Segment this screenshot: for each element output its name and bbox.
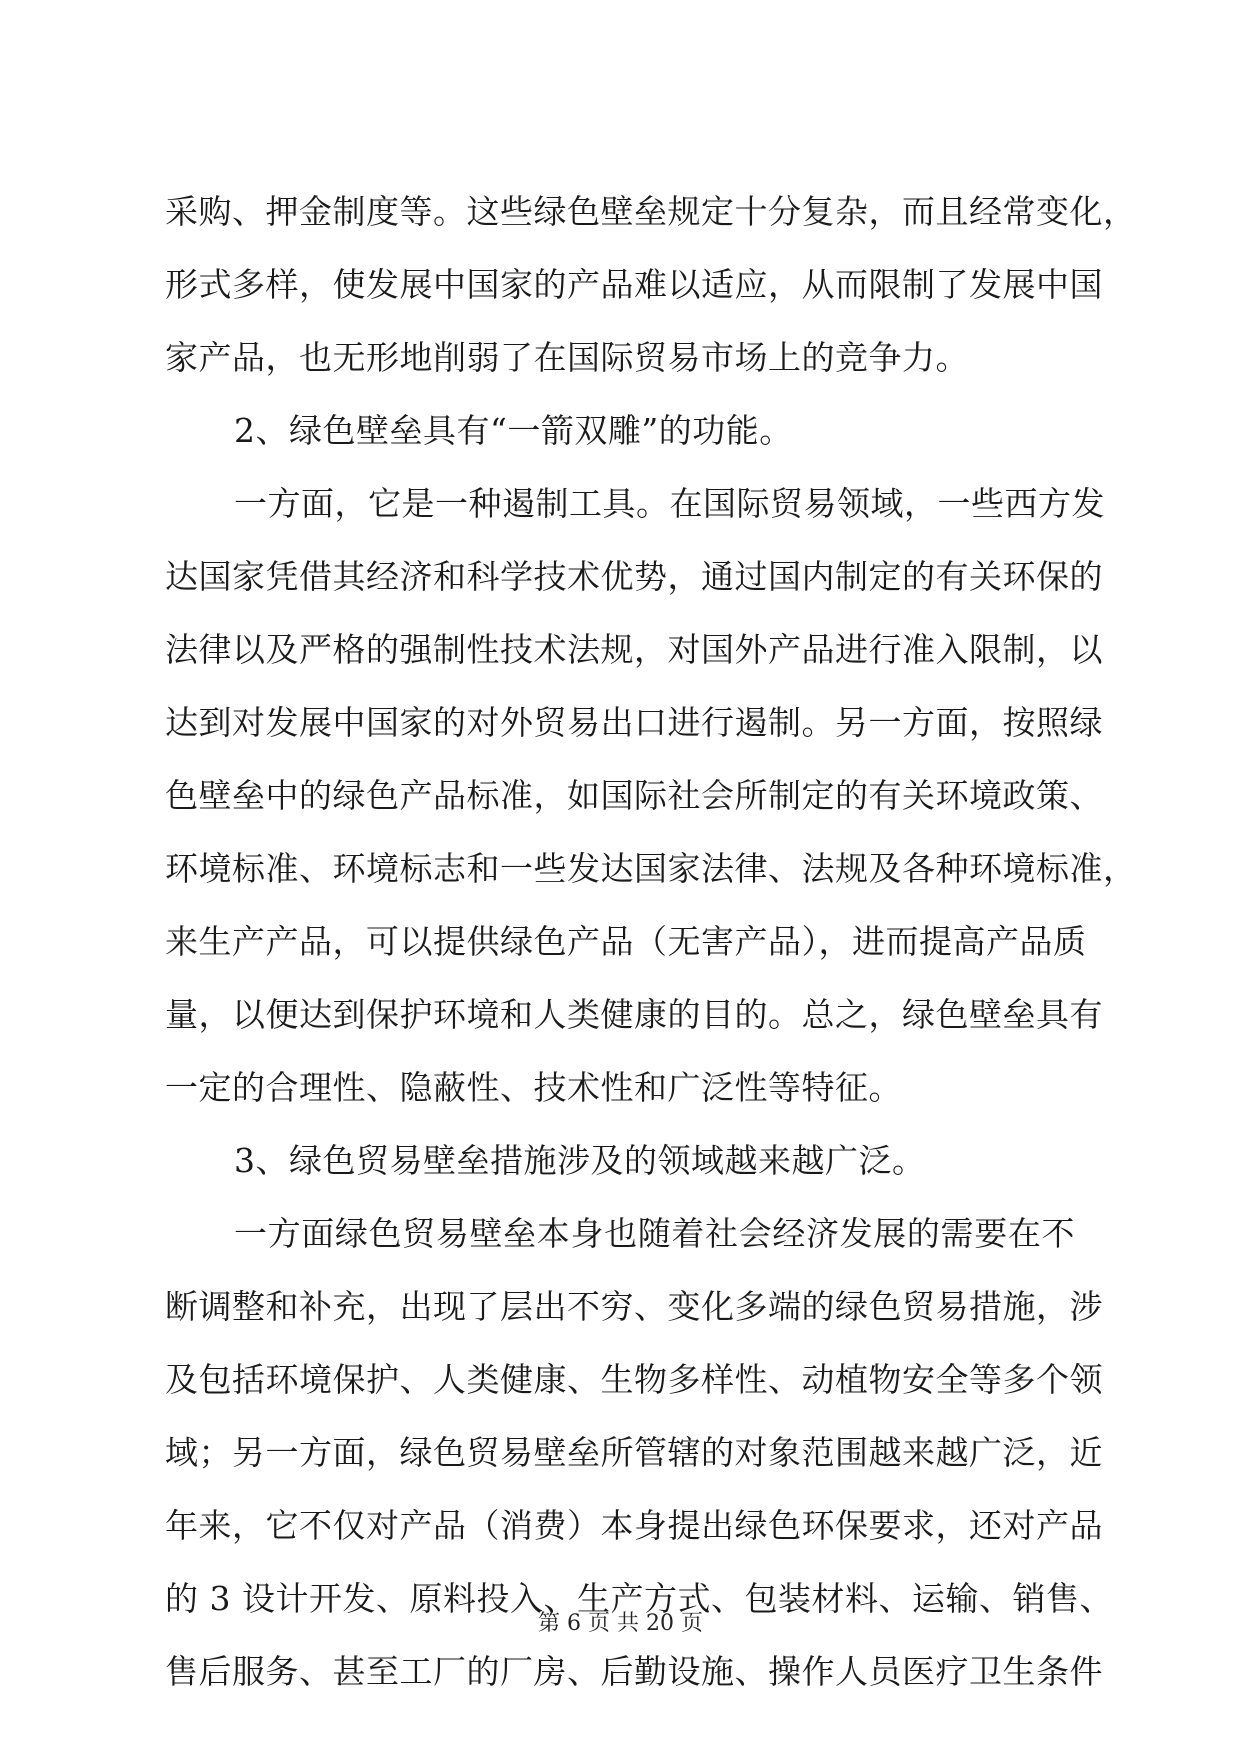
- section-heading: 3、绿色贸易壁垒措施涉及的领域越来越广泛。: [234, 1141, 926, 1180]
- text-line: 家产品，也无形地削弱了在国际贸易市场上的竞争力。: [165, 338, 969, 377]
- text-line: 量，以便达到保护环境和人类健康的目的。总之，绿色壁垒具有: [165, 995, 1103, 1034]
- text-line: 一方面绿色贸易壁垒本身也随着社会经济发展的需要在不: [234, 1214, 1075, 1253]
- text-line: 断调整和补充，出现了层出不穷、变化多端的绿色贸易措施，涉: [165, 1287, 1103, 1326]
- text-line: 一定的合理性、隐蔽性、技术性和广泛性等特征。: [165, 1068, 902, 1107]
- text-line: 色壁垒中的绿色产品标准，如国际社会所制定的有关环境政策、: [165, 776, 1103, 815]
- text-line: 年来，它不仅对产品（消费）本身提出绿色环保要求，还对产品: [165, 1506, 1103, 1545]
- text-line: 采购、押金制度等。这些绿色壁垒规定十分复杂，而且经常变化，: [165, 192, 1137, 231]
- text-line: 售后服务、甚至工厂的厂房、后勤设施、操作人员医疗卫生条件: [165, 1652, 1103, 1691]
- text-line: 形式多样，使发展中国家的产品难以适应，从而限制了发展中国: [165, 265, 1103, 304]
- text-line: 的 3 设计开发、原料投入、生产方式、包装材料、运输、销售、: [165, 1579, 1113, 1618]
- text-line: 环境标准、环境标志和一些发达国家法律、法规及各种环境标准，: [165, 849, 1137, 888]
- text-line: 达到对发展中国家的对外贸易出口进行遏制。另一方面，按照绿: [165, 703, 1103, 742]
- text-line: 达国家凭借其经济和科学技术优势，通过国内制定的有关环保的: [165, 557, 1103, 596]
- text-line: 及包括环境保护、人类健康、生物多样性、动植物安全等多个领: [165, 1360, 1103, 1399]
- text-line: 来生产产品，可以提供绿色产品（无害产品），进而提高产品质: [165, 922, 1087, 961]
- text-line: 法律以及严格的强制性技术法规，对国外产品进行准入限制，以: [165, 630, 1103, 669]
- section-heading: 2、绿色壁垒具有“一箭双雕”的功能。: [234, 411, 793, 450]
- text-line: 一方面，它是一种遏制工具。在国际贸易领域，一些西方发: [234, 484, 1105, 523]
- text-line: 域；另一方面，绿色贸易壁垒所管辖的对象范围越来越广泛，近: [165, 1433, 1103, 1472]
- page-indicator: 第 6 页 共 20 页: [538, 1611, 703, 1636]
